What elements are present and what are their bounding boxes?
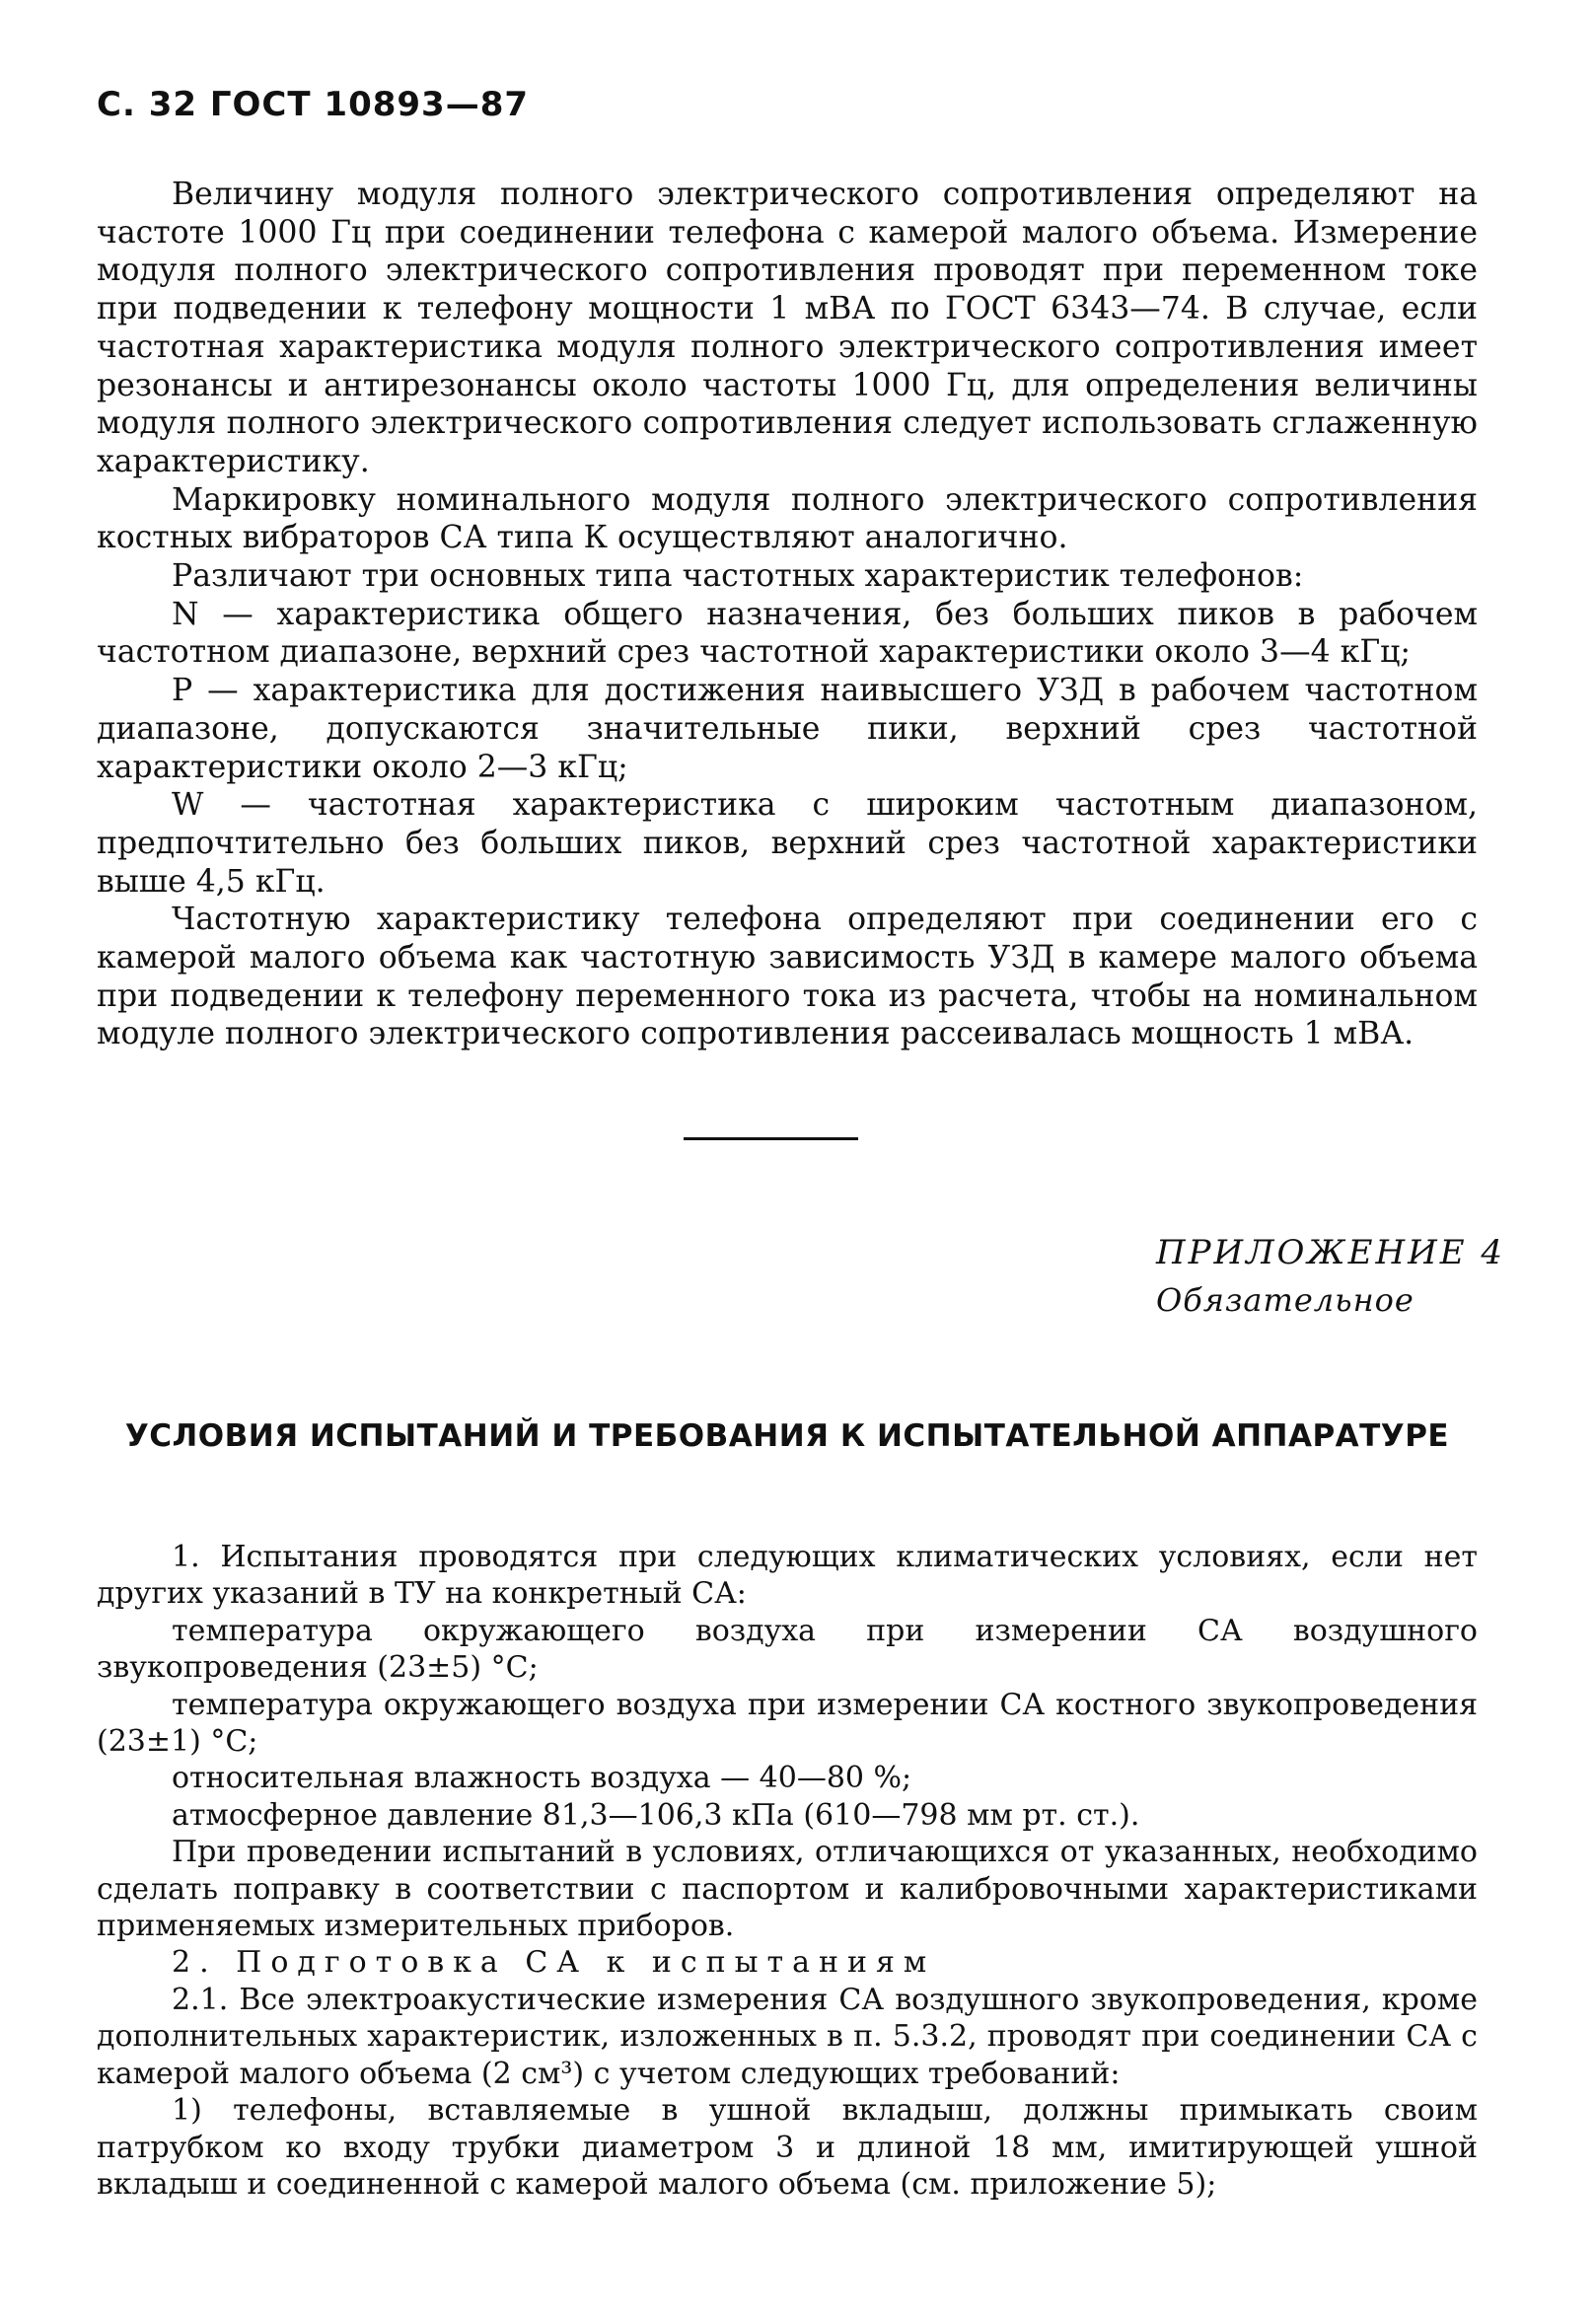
appendix-label-block	[1156, 1229, 1505, 1324]
appendix-label: ПРИЛОЖЕНИЕ 4	[1156, 1233, 1506, 1272]
paragraph-frequency-response-method: Частотную характеристику телефона определяют при соединении его с камерой малого объема как частотную зависимость УЗД в камере малого объема при подведении к телефону переменного тока из расчета, чтобы на номинальном модуле полного электрического сопротивления рассеивалась мощность 1 мВА.	[97, 902, 1478, 1052]
paragraph-type-n: N — характеристика общего назначения, без больших пиков в рабочем частотном диапазоне, верхний срез частотной характеристики около 3—4 кГц;	[97, 596, 1478, 671]
paragraph-type-w: W — частотная характеристика с широким частотным диапазоном, предпочтительно без больших пиков, верхний срез частотной характеристики выше 4,5 кГц.	[97, 787, 1478, 900]
section-title: УСЛОВИЯ ИСПЫТАНИЙ И ТРЕБОВАНИЯ К ИСПЫТАТЕЛЬНОЙ АППАРАТУРЕ	[124, 1418, 1450, 1454]
top-text-block	[97, 176, 1478, 1053]
paragraph-clause-2-1-item-1: 1) телефоны, вставляемые в ушной вкладыш, должны примыкать своим патрубком ко входу трубки диаметром 3 и длиной 18 мм, имитирующей ушной вкладыш и соединенной с камерой малого объема (см. приложение 5);	[97, 2093, 1478, 2202]
section-divider	[684, 1137, 858, 1140]
paragraph-relative-humidity: относительная влажность воздуха — 40—80 %;	[172, 1761, 912, 1796]
paragraph-air-temperature-bone-conduction: температура окружающего воздуха при измерении СА костного звукопроведения (23±1) °С;	[97, 1687, 1478, 1760]
bottom-text-block	[97, 1539, 1478, 2203]
paragraph-impedance-measurement: Величину модуля полного электрического сопротивления определяют на частоте 1000 Гц при соединении телефона с камерой малого объема. Измерение модуля полного электрического сопротивления проводят при переменном токе при подведении к телефону мощности 1 мВА по ГОСТ 6343—74. В случае, если частотная характеристика модуля полного электрического сопротивления имеет резонансы и антирезонансы около частоты 1000 Гц, для определения величины модуля полного электрического сопротивления следует использовать сглаженную характеристику.	[97, 177, 1478, 479]
paragraph-atmospheric-pressure: атмосферное давление 81,3—106,3 кПа (610—798 мм рт. ст.).	[172, 1797, 1140, 1833]
page-header: С. 32 ГОСТ 10893—87	[97, 85, 530, 124]
appendix-status: Обязательное	[1156, 1281, 1415, 1319]
subheading-preparation: 2. Подготовка СА к испытаниям	[172, 1945, 936, 1981]
paragraph-air-temperature-air-conduction: температура окружающего воздуха при измерении СА воздушного звукопроведения (23±5) °С;	[97, 1613, 1478, 1686]
paragraph-response-types-intro: Различают три основных типа частотных характеристик телефонов:	[172, 558, 1304, 595]
paragraph-climatic-conditions: 1. Испытания проводятся при следующих климатических условиях, если нет других указаний в ТУ на конкретный СА:	[97, 1540, 1478, 1612]
paragraph-type-p: P — характеристика для достижения наивысшего УЗД в рабочем частотном диапазоне, допускаются значительные пики, верхний срез частотной характеристики около 2—3 кГц;	[97, 673, 1478, 785]
paragraph-bone-vibrator-marking: Маркировку номинального модуля полного электрического сопротивления костных вибраторов СА типа К осуществляют аналогично.	[97, 481, 1478, 556]
paragraph-correction-note: При проведении испытаний в условиях, отличающихся от указанных, необходимо сделать поправку в соответствии с паспортом и калибровочными характеристиками применяемых измерительных приборов.	[97, 1835, 1478, 1944]
paragraph-clause-2-1: 2.1. Все электроакустические измерения СА воздушного звукопроведения, кроме дополнительных характеристик, изложенных в п. 5.3.2, проводят при соединении СА с камерой малого объема (2 см³) с учетом следующих требований:	[97, 1982, 1478, 2091]
